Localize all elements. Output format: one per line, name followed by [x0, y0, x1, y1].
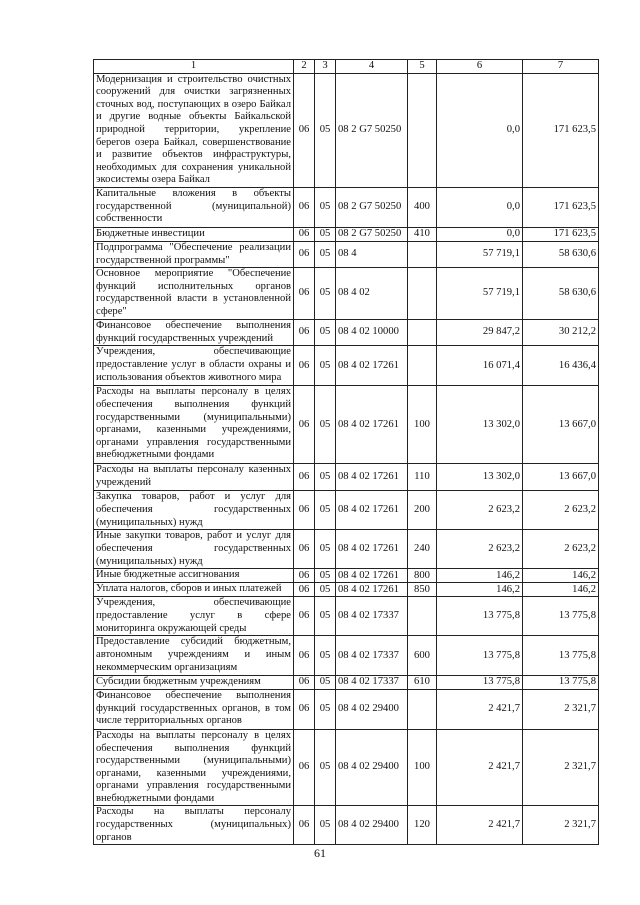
column-header: 4 — [336, 60, 408, 74]
amount-year-1: 13 302,0 — [437, 386, 523, 464]
amount-year-1: 146,2 — [437, 569, 523, 583]
column-header: 3 — [315, 60, 336, 74]
target-article-code: 08 2 G7 50250 — [336, 73, 408, 187]
section-code: 06 — [294, 636, 315, 676]
subsection-code: 05 — [315, 346, 336, 386]
amount-year-2: 13 775,8 — [523, 597, 599, 636]
amount-year-1: 16 071,4 — [437, 346, 523, 386]
row-description: Расходы на выплаты персоналу государственных (муниципальных) органов — [94, 806, 294, 845]
section-code: 06 — [294, 241, 315, 267]
amount-year-2: 146,2 — [523, 583, 599, 597]
budget-table — [93, 59, 599, 845]
row-description: Предоставление субсидий бюджетным, автономным учреждениям и иным некоммерческим организациям — [94, 636, 294, 676]
target-article-code: 08 2 G7 50250 — [336, 227, 408, 241]
amount-year-1: 13 775,8 — [437, 676, 523, 690]
amount-year-1: 57 719,1 — [437, 241, 523, 267]
table-row — [94, 583, 599, 597]
column-header: 6 — [437, 60, 523, 74]
amount-year-2: 13 667,0 — [523, 464, 599, 491]
row-description: Закупка товаров, работ и услуг для обеспечения государственных (муниципальных) нужд — [94, 491, 294, 530]
subsection-code: 05 — [315, 530, 336, 569]
expense-type-code: 100 — [408, 386, 437, 464]
target-article-code: 08 4 02 — [336, 268, 408, 320]
target-article-code: 08 4 02 17337 — [336, 597, 408, 636]
table-row — [94, 569, 599, 583]
amount-year-1: 0,0 — [437, 73, 523, 187]
row-description: Иные бюджетные ассигнования — [94, 569, 294, 583]
expense-type-code: 800 — [408, 569, 437, 583]
table-row — [94, 676, 599, 690]
amount-year-1: 2 421,7 — [437, 729, 523, 806]
amount-year-2: 16 436,4 — [523, 346, 599, 386]
row-description: Финансовое обеспечение выполнения функций государственных органов, в том числе территориальных органов — [94, 689, 294, 729]
amount-year-1: 29 847,2 — [437, 320, 523, 346]
section-code: 06 — [294, 729, 315, 806]
subsection-code: 05 — [315, 583, 336, 597]
expense-type-code: 410 — [408, 227, 437, 241]
row-description: Иные закупки товаров, работ и услуг для обеспечения государственных (муниципальных) нужд — [94, 530, 294, 569]
section-code: 06 — [294, 597, 315, 636]
row-description: Капитальные вложения в объекты государственной (муниципальной) собственности — [94, 187, 294, 227]
expense-type-code — [408, 241, 437, 267]
row-description: Расходы на выплаты персоналу казенных учреждений — [94, 464, 294, 491]
section-code: 06 — [294, 386, 315, 464]
section-code: 06 — [294, 464, 315, 491]
subsection-code: 05 — [315, 729, 336, 806]
subsection-code: 05 — [315, 386, 336, 464]
section-code: 06 — [294, 530, 315, 569]
amount-year-2: 13 775,8 — [523, 636, 599, 676]
section-code: 06 — [294, 268, 315, 320]
amount-year-1: 2 623,2 — [437, 530, 523, 569]
target-article-code: 08 4 — [336, 241, 408, 267]
target-article-code: 08 4 02 10000 — [336, 320, 408, 346]
table-row — [94, 386, 599, 464]
table-row — [94, 491, 599, 530]
amount-year-1: 0,0 — [437, 187, 523, 227]
subsection-code: 05 — [315, 241, 336, 267]
amount-year-2: 171 623,5 — [523, 187, 599, 227]
amount-year-1: 13 302,0 — [437, 464, 523, 491]
section-code: 06 — [294, 227, 315, 241]
amount-year-2: 171 623,5 — [523, 227, 599, 241]
table-row — [94, 346, 599, 386]
page-number: 61 — [314, 846, 326, 860]
amount-year-2: 13 775,8 — [523, 676, 599, 690]
row-description: Расходы на выплаты персоналу в целях обеспечения выполнения функций государственными (муниципальными) органами, казенными учреждениями, органами управления государственными внебюджетными фондами — [94, 729, 294, 806]
subsection-code: 05 — [315, 491, 336, 530]
row-description: Подпрограмма "Обеспечение реализации государственной программы" — [94, 241, 294, 267]
table-row — [94, 530, 599, 569]
expense-type-code: 400 — [408, 187, 437, 227]
amount-year-2: 171 623,5 — [523, 73, 599, 187]
target-article-code: 08 4 02 17261 — [336, 583, 408, 597]
amount-year-2: 146,2 — [523, 569, 599, 583]
expense-type-code: 200 — [408, 491, 437, 530]
target-article-code: 08 4 02 17337 — [336, 676, 408, 690]
table-row — [94, 320, 599, 346]
target-article-code: 08 2 G7 50250 — [336, 187, 408, 227]
amount-year-2: 2 623,2 — [523, 491, 599, 530]
table-row — [94, 241, 599, 267]
expense-type-code — [408, 73, 437, 187]
amount-year-1: 146,2 — [437, 583, 523, 597]
row-description: Уплата налогов, сборов и иных платежей — [94, 583, 294, 597]
column-header: 1 — [94, 60, 294, 74]
expense-type-code: 110 — [408, 464, 437, 491]
amount-year-2: 13 667,0 — [523, 386, 599, 464]
amount-year-1: 0,0 — [437, 227, 523, 241]
row-description: Бюджетные инвестиции — [94, 227, 294, 241]
amount-year-1: 2 421,7 — [437, 689, 523, 729]
subsection-code: 05 — [315, 597, 336, 636]
amount-year-2: 30 212,2 — [523, 320, 599, 346]
row-description: Учреждения, обеспечивающие предоставление услуг в области охраны и использования объектов животного мира — [94, 346, 294, 386]
amount-year-1: 13 775,8 — [437, 597, 523, 636]
section-code: 06 — [294, 346, 315, 386]
table-row — [94, 729, 599, 806]
section-code: 06 — [294, 320, 315, 346]
section-code: 06 — [294, 73, 315, 187]
table-row — [94, 227, 599, 241]
section-code: 06 — [294, 583, 315, 597]
section-code: 06 — [294, 187, 315, 227]
row-description: Субсидии бюджетным учреждениям — [94, 676, 294, 690]
target-article-code: 08 4 02 17261 — [336, 530, 408, 569]
subsection-code: 05 — [315, 636, 336, 676]
subsection-code: 05 — [315, 676, 336, 690]
amount-year-1: 2 623,2 — [437, 491, 523, 530]
target-article-code: 08 4 02 17261 — [336, 464, 408, 491]
table-row — [94, 268, 599, 320]
table-row — [94, 636, 599, 676]
amount-year-2: 2 321,7 — [523, 689, 599, 729]
expense-type-code — [408, 320, 437, 346]
table-row — [94, 73, 599, 187]
section-code: 06 — [294, 676, 315, 690]
expense-type-code: 850 — [408, 583, 437, 597]
amount-year-1: 2 421,7 — [437, 806, 523, 845]
table-header-row — [94, 60, 599, 74]
column-header: 5 — [408, 60, 437, 74]
expense-type-code — [408, 268, 437, 320]
expense-type-code — [408, 346, 437, 386]
subsection-code: 05 — [315, 689, 336, 729]
expense-type-code: 120 — [408, 806, 437, 845]
section-code: 06 — [294, 806, 315, 845]
expense-type-code — [408, 597, 437, 636]
target-article-code: 08 4 02 17261 — [336, 386, 408, 464]
table-row — [94, 464, 599, 491]
expense-type-code: 610 — [408, 676, 437, 690]
target-article-code: 08 4 02 17261 — [336, 346, 408, 386]
target-article-code: 08 4 02 29400 — [336, 729, 408, 806]
target-article-code: 08 4 02 17261 — [336, 491, 408, 530]
amount-year-2: 58 630,6 — [523, 241, 599, 267]
subsection-code: 05 — [315, 464, 336, 491]
amount-year-2: 58 630,6 — [523, 268, 599, 320]
amount-year-2: 2 321,7 — [523, 806, 599, 845]
subsection-code: 05 — [315, 806, 336, 845]
expense-type-code — [408, 689, 437, 729]
amount-year-2: 2 321,7 — [523, 729, 599, 806]
column-header: 7 — [523, 60, 599, 74]
table-row — [94, 597, 599, 636]
section-code: 06 — [294, 689, 315, 729]
table-row — [94, 806, 599, 845]
amount-year-1: 13 775,8 — [437, 636, 523, 676]
row-description: Основное мероприятие "Обеспечение функций исполнительных органов государственной власти в установленной сфере" — [94, 268, 294, 320]
section-code: 06 — [294, 569, 315, 583]
amount-year-1: 57 719,1 — [437, 268, 523, 320]
target-article-code: 08 4 02 29400 — [336, 689, 408, 729]
target-article-code: 08 4 02 29400 — [336, 806, 408, 845]
target-article-code: 08 4 02 17261 — [336, 569, 408, 583]
expense-type-code: 240 — [408, 530, 437, 569]
subsection-code: 05 — [315, 569, 336, 583]
row-description: Расходы на выплаты персоналу в целях обеспечения выполнения функций государственными (муниципальными) органами, казенными учреждениями, органами управления государственными внебюджетными фондами — [94, 386, 294, 464]
subsection-code: 05 — [315, 320, 336, 346]
expense-type-code: 100 — [408, 729, 437, 806]
target-article-code: 08 4 02 17337 — [336, 636, 408, 676]
subsection-code: 05 — [315, 73, 336, 187]
table-row — [94, 689, 599, 729]
row-description: Учреждения, обеспечивающие предоставление услуг в сфере мониторинга окружающей среды — [94, 597, 294, 636]
subsection-code: 05 — [315, 227, 336, 241]
subsection-code: 05 — [315, 187, 336, 227]
expense-type-code: 600 — [408, 636, 437, 676]
table-row — [94, 187, 599, 227]
section-code: 06 — [294, 491, 315, 530]
subsection-code: 05 — [315, 268, 336, 320]
row-description: Финансовое обеспечение выполнения функций государственных учреждений — [94, 320, 294, 346]
amount-year-2: 2 623,2 — [523, 530, 599, 569]
row-description: Модернизация и строительство очистных сооружений для очистки загрязненных сточных вод, поступающих в озеро Байкал и другие водные объекты Байкальской природной территории, укрепление берегов озера Байкал, совершенствование и развитие объектов инфраструктуры, необходимых для сохранения уникальной экосистемы озера Байкал — [94, 73, 294, 187]
column-header: 2 — [294, 60, 315, 74]
